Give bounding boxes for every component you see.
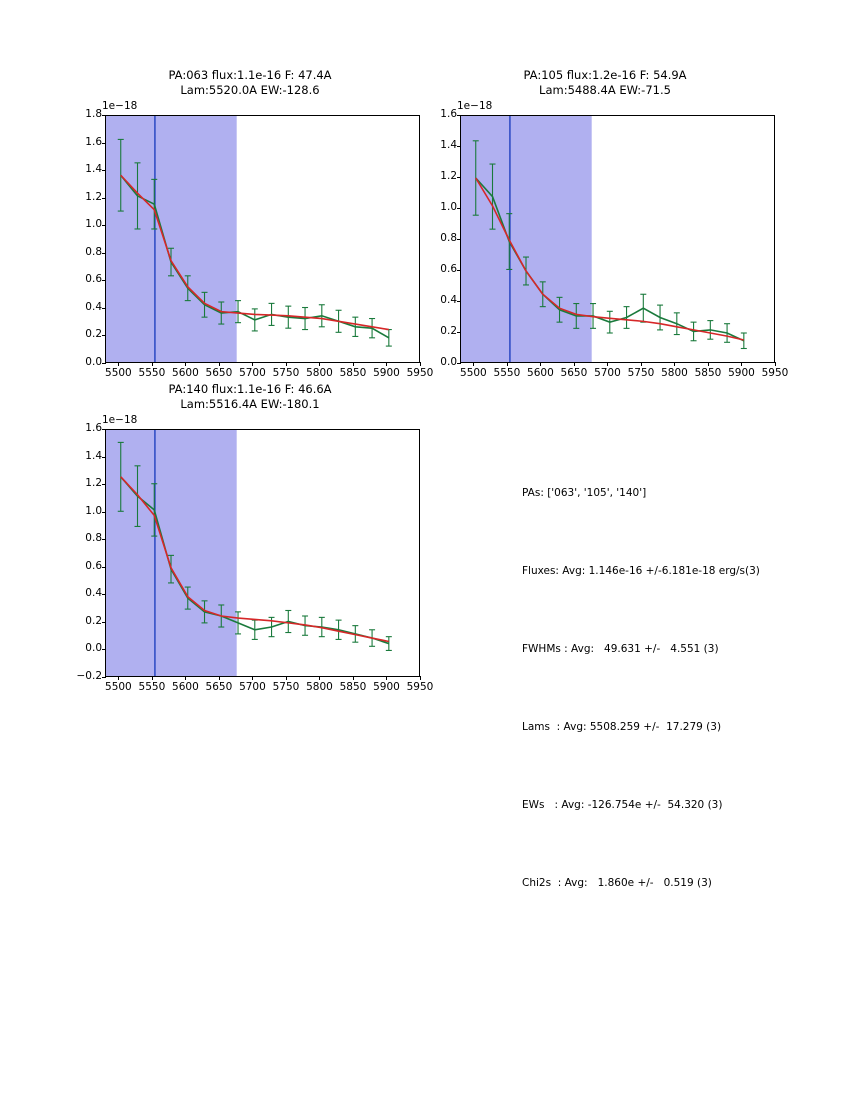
y-tick-label: 0.2 (85, 614, 102, 627)
x-tick-mark (386, 362, 387, 366)
shaded-region (106, 430, 237, 677)
x-tick-label: 5900 (373, 681, 400, 693)
x-tick-label: 5850 (339, 367, 367, 379)
y-tick-label: 0.4 (85, 300, 102, 313)
x-tick-label: 5650 (560, 367, 588, 379)
panel-title-line1: PA:063 flux:1.1e-16 F: 47.4A (168, 68, 332, 82)
x-tick-label: 5550 (138, 367, 166, 379)
x-tick-label: 5850 (339, 681, 367, 693)
y-tick-mark (457, 239, 461, 240)
x-tick-mark (118, 362, 119, 366)
y-tick-label: 1.4 (85, 163, 102, 176)
x-tick-label: 5750 (272, 681, 300, 693)
y-tick-label: 0.8 (85, 532, 102, 545)
y-tick-mark (102, 649, 106, 650)
y-tick-mark (102, 198, 106, 199)
x-tick-label: 5550 (138, 681, 166, 693)
stats-line-ews: EWs : Avg: -126.754e +/- 54.320 (3) (522, 799, 723, 811)
x-tick-mark (674, 362, 675, 366)
x-tick-mark (473, 362, 474, 366)
x-tick-label: 5750 (627, 367, 655, 379)
panel-title-pa-063 (80, 68, 420, 83)
x-tick-mark (152, 676, 153, 680)
shaded-region (461, 116, 592, 363)
y-tick-mark (457, 146, 461, 147)
y-tick-label: 1.6 (85, 135, 102, 148)
plot-svg-pa-063 (106, 116, 420, 363)
plot-area-pa-105[interactable] (460, 115, 775, 363)
y-tick-label: 1.4 (440, 139, 457, 151)
x-tick-label: 5600 (172, 681, 199, 693)
x-tick-label: 5950 (406, 681, 434, 693)
y-tick-label: 1.0 (85, 504, 102, 517)
y-tick-label: 0.4 (440, 294, 457, 306)
y-tick-mark (457, 301, 461, 302)
summary-stats (522, 428, 822, 948)
y-offset-label-pa-063: 1e−18 (102, 100, 138, 112)
x-tick-mark (353, 362, 354, 366)
x-tick-label: 5800 (661, 367, 688, 379)
y-tick-mark (102, 363, 106, 364)
y-tick-mark (457, 115, 461, 116)
x-tick-mark (252, 362, 253, 366)
y-tick-mark (102, 225, 106, 226)
stats-line-pas: PAs: ['063', '105', '140'] (522, 487, 647, 499)
panel-title-pa-063-line2 (80, 83, 420, 98)
y-tick-mark (102, 143, 106, 144)
y-tick-label: 0.0 (85, 642, 102, 655)
panel-title-pa-105-line2 (435, 83, 775, 98)
y-tick-mark (457, 363, 461, 364)
plot-svg-pa-140 (106, 430, 420, 677)
x-tick-mark (286, 362, 287, 366)
x-tick-mark (286, 676, 287, 680)
x-tick-label: 5950 (406, 367, 434, 379)
y-tick-label: 1.2 (85, 477, 102, 490)
plot-svg-pa-105 (461, 116, 775, 363)
x-tick-mark (319, 676, 320, 680)
y-tick-label: 1.8 (85, 108, 102, 120)
x-tick-label: 5800 (306, 367, 333, 379)
y-tick-mark (102, 115, 106, 116)
y-tick-label: 1.4 (85, 449, 102, 462)
panel-title-line1: PA:105 flux:1.2e-16 F: 54.9A (523, 68, 687, 82)
y-tick-label: 0.6 (85, 559, 102, 572)
x-tick-label: 5700 (239, 367, 266, 379)
x-tick-mark (353, 676, 354, 680)
x-tick-mark (708, 362, 709, 366)
x-tick-mark (185, 362, 186, 366)
y-tick-mark (102, 539, 106, 540)
y-tick-mark (102, 677, 106, 678)
x-tick-mark (252, 676, 253, 680)
y-tick-label: 0.2 (85, 328, 102, 341)
x-tick-mark (152, 362, 153, 366)
panel-title-line1: PA:140 flux:1.1e-16 F: 46.6A (168, 382, 332, 396)
y-tick-mark (102, 622, 106, 623)
y-tick-label: 0.8 (440, 232, 457, 244)
x-tick-label: 5650 (205, 681, 233, 693)
y-tick-label: 1.6 (440, 108, 457, 120)
x-tick-mark (741, 362, 742, 366)
x-tick-mark (641, 362, 642, 366)
y-tick-mark (102, 429, 106, 430)
y-tick-label: 0.0 (440, 356, 457, 368)
y-tick-mark (102, 567, 106, 568)
y-tick-mark (102, 457, 106, 458)
x-tick-label: 5800 (306, 681, 333, 693)
y-tick-label: 1.0 (85, 218, 102, 231)
panel-title-pa-140-line2 (80, 397, 420, 412)
y-tick-mark (102, 280, 106, 281)
x-tick-mark (185, 676, 186, 680)
y-tick-mark (102, 594, 106, 595)
stats-line-fwhms: FWHMs : Avg: 49.631 +/- 4.551 (3) (522, 643, 719, 655)
panel-pa-063 (80, 68, 434, 379)
x-tick-label: 5500 (105, 367, 132, 379)
panel-title-line2: Lam:5516.4A EW:-180.1 (180, 397, 320, 411)
x-tick-mark (219, 362, 220, 366)
plot-area-pa-063[interactable] (105, 115, 420, 363)
y-tick-mark (457, 332, 461, 333)
x-tick-mark (507, 362, 508, 366)
x-tick-mark (540, 362, 541, 366)
x-tick-mark (420, 362, 421, 366)
x-tick-label: 5900 (373, 367, 400, 379)
y-tick-mark (457, 270, 461, 271)
x-tick-mark (386, 676, 387, 680)
y-tick-mark (457, 177, 461, 178)
x-tick-mark (607, 362, 608, 366)
y-tick-label: 1.2 (440, 170, 457, 182)
x-tick-label: 5550 (493, 367, 521, 379)
y-tick-label: 0.6 (440, 263, 457, 275)
x-tick-label: 5600 (527, 367, 554, 379)
y-tick-label: 0.8 (85, 245, 102, 258)
y-offset-label-pa-140: 1e−18 (102, 414, 138, 426)
panel-pa-140 (76, 382, 434, 693)
y-tick-label: 0.0 (85, 356, 102, 368)
x-tick-label: 5700 (594, 367, 621, 379)
stats-line-fluxes: Fluxes: Avg: 1.146e-16 +/-6.181e-18 erg/s(3) (522, 565, 760, 577)
x-tick-mark (420, 676, 421, 680)
stats-line-lams: Lams : Avg: 5508.259 +/- 17.279 (3) (522, 721, 722, 733)
y-offset-label-pa-105: 1e−18 (457, 100, 493, 112)
x-tick-label: 5900 (728, 367, 755, 379)
y-tick-mark (102, 253, 106, 254)
y-tick-label: 1.0 (440, 201, 457, 213)
x-tick-mark (319, 362, 320, 366)
x-tick-label: 5950 (761, 367, 789, 379)
x-tick-label: 5700 (239, 681, 266, 693)
x-tick-mark (118, 676, 119, 680)
shaded-region (106, 116, 237, 363)
panel-pa-105 (435, 68, 789, 379)
y-tick-mark (102, 484, 106, 485)
plot-area-pa-140[interactable] (105, 429, 420, 677)
y-tick-mark (102, 170, 106, 171)
panel-title-line2: Lam:5520.0A EW:-128.6 (180, 83, 320, 97)
x-tick-mark (775, 362, 776, 366)
panel-title-pa-140 (80, 382, 420, 397)
x-tick-label: 5650 (205, 367, 233, 379)
panel-title-pa-105 (435, 68, 775, 83)
x-tick-label: 5850 (694, 367, 722, 379)
y-tick-label: 1.2 (85, 190, 102, 203)
y-tick-mark (102, 308, 106, 309)
x-tick-label: 5750 (272, 367, 300, 379)
y-tick-mark (102, 335, 106, 336)
y-tick-label: 1.6 (85, 422, 102, 434)
y-tick-mark (457, 208, 461, 209)
panel-title-line2: Lam:5488.4A EW:-71.5 (539, 83, 671, 97)
x-tick-mark (574, 362, 575, 366)
stats-line-chi2s: Chi2s : Avg: 1.860e +/- 0.519 (3) (522, 877, 712, 889)
x-tick-label: 5600 (172, 367, 199, 379)
x-tick-label: 5500 (460, 367, 487, 379)
y-tick-label: 0.2 (440, 325, 457, 337)
y-tick-label: 0.4 (85, 587, 102, 600)
x-tick-label: 5500 (105, 681, 132, 693)
y-tick-label: −0.2 (76, 670, 102, 682)
y-tick-label: 0.6 (85, 273, 102, 286)
x-tick-mark (219, 676, 220, 680)
y-tick-mark (102, 512, 106, 513)
